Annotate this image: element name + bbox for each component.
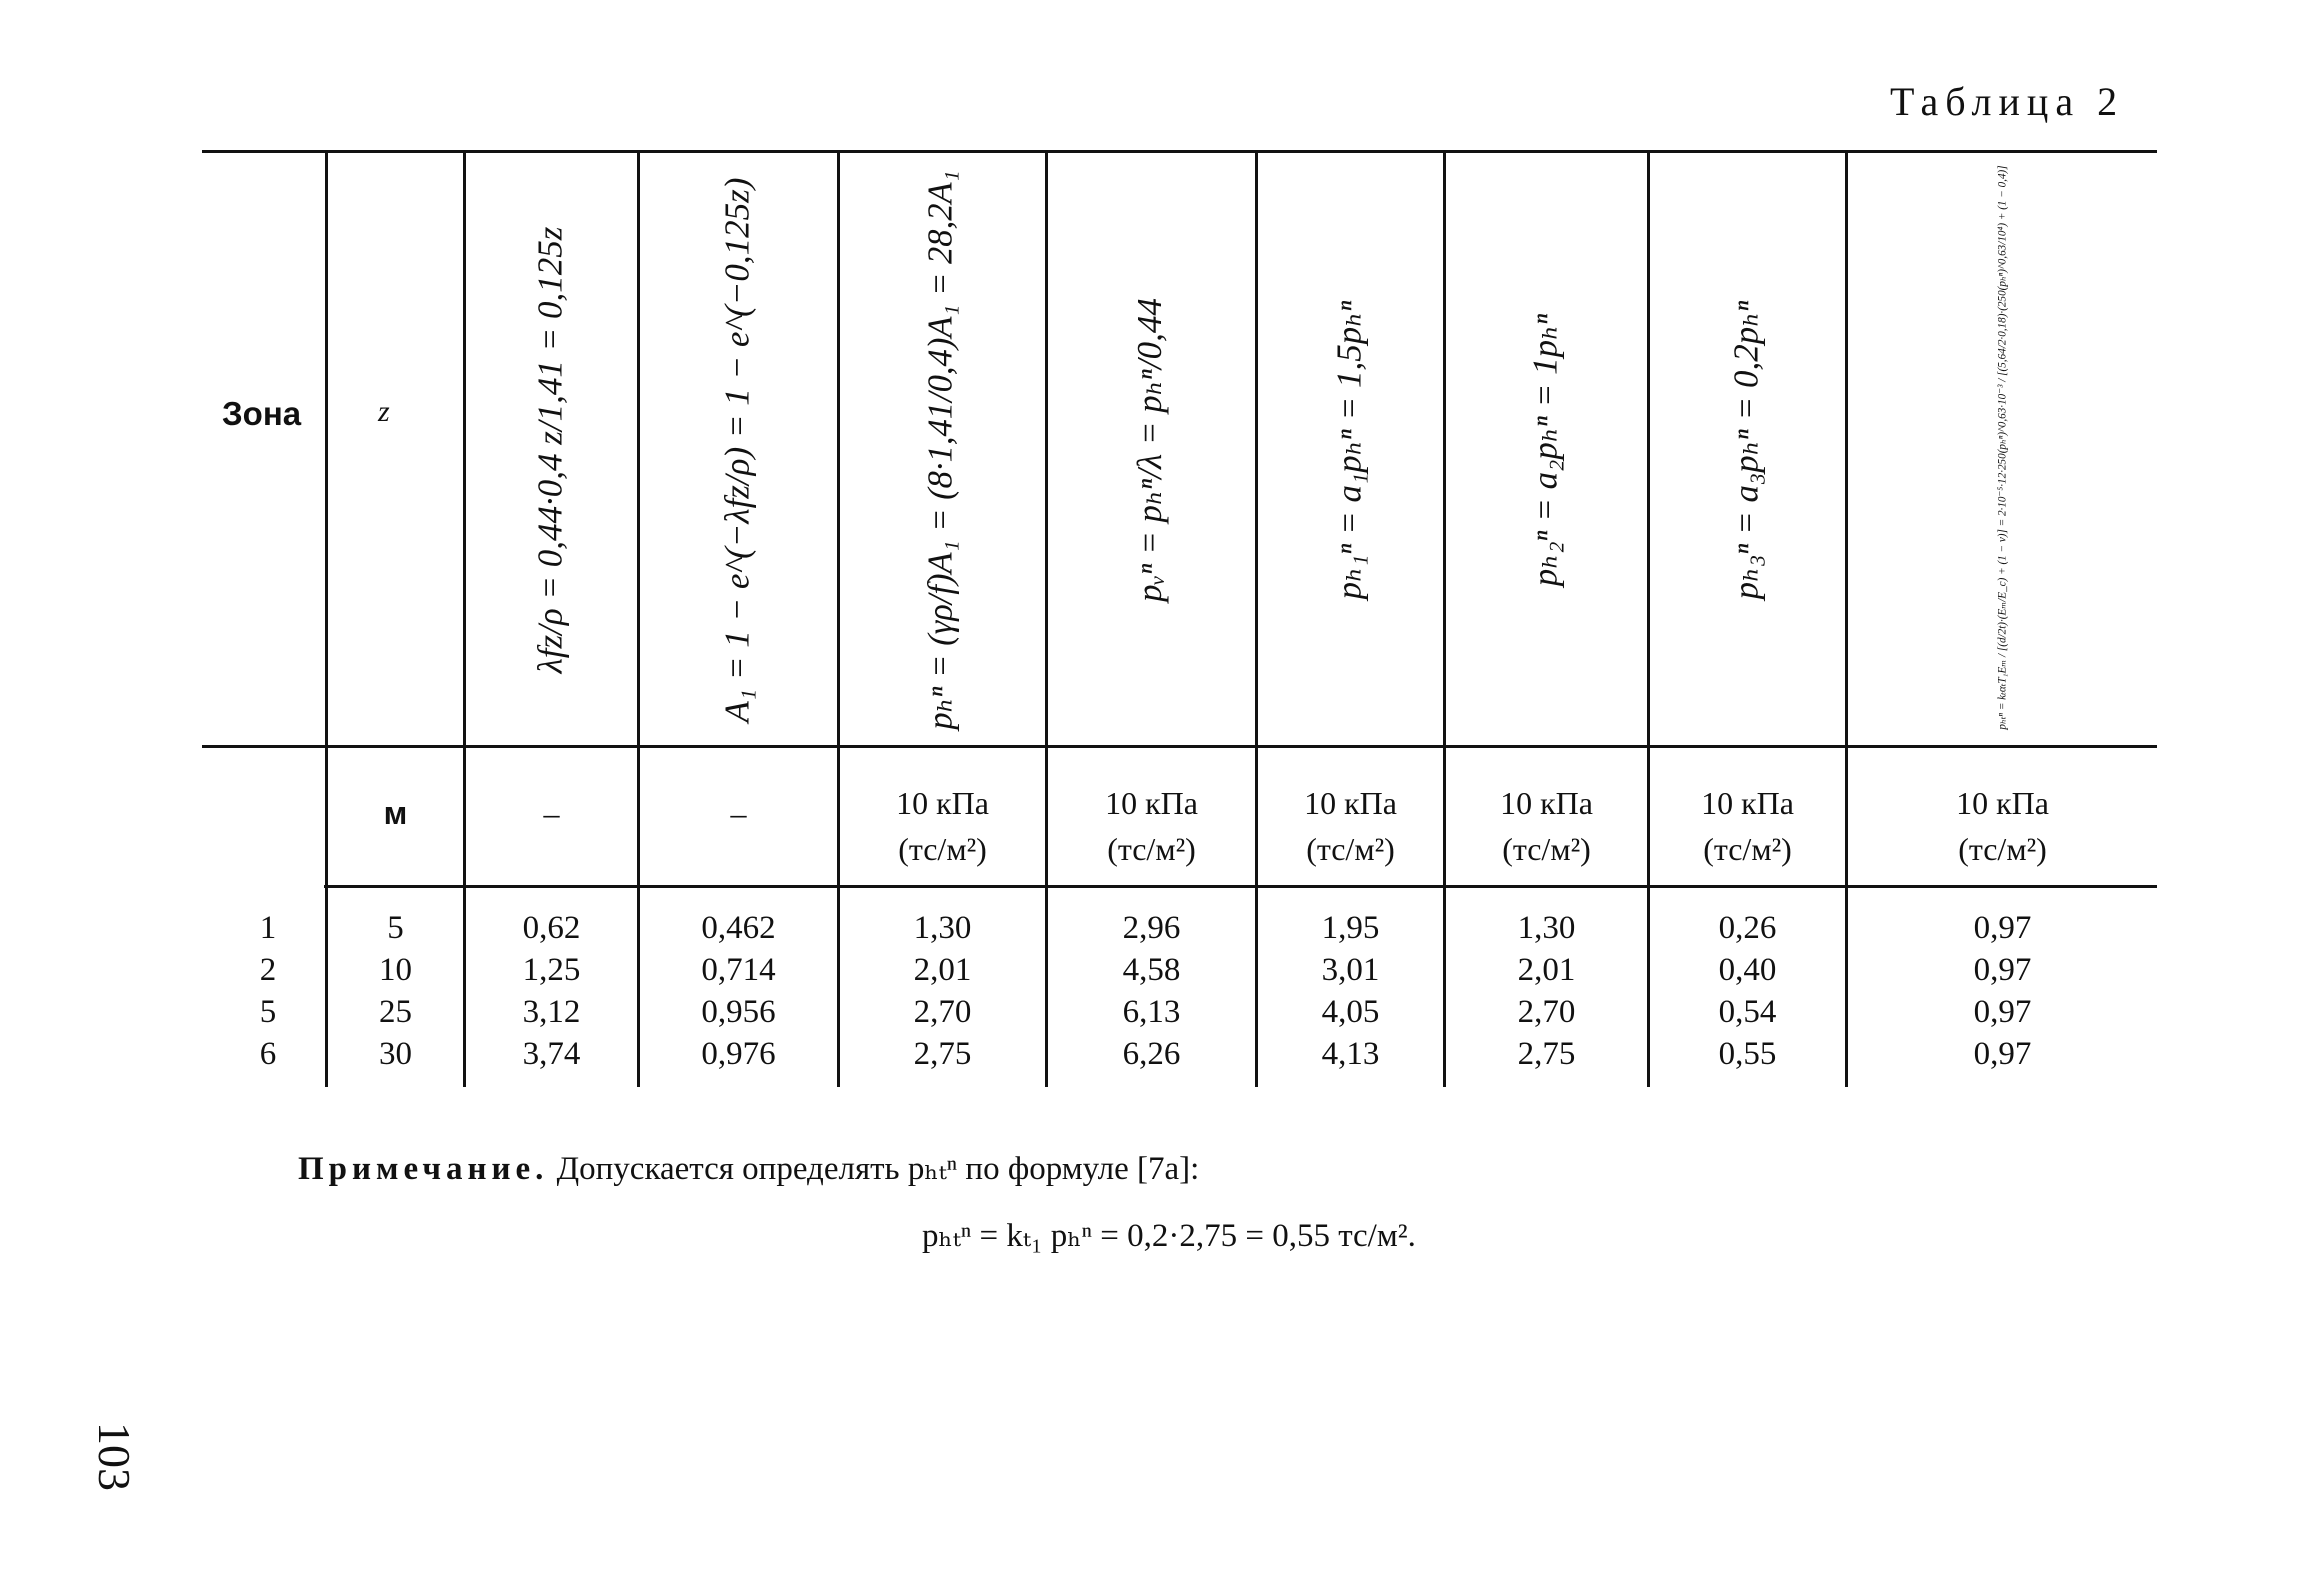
- cell-c1: 1,25: [522, 952, 581, 988]
- header-formula-ph: pₕⁿ = (γρ/f)A₁ = (8·1,41/0,4)A₁ = 28,2A₁: [922, 170, 960, 730]
- table-top-rule: [202, 150, 2157, 153]
- cell-c8: 0,97: [1973, 994, 2032, 1030]
- note-formula: pₕₜⁿ = kₜ₁ pₕⁿ = 0,2·2,75 = 0,55 тс/м².: [922, 1218, 1416, 1254]
- cell-c1: 3,74: [522, 1036, 581, 1072]
- cell-c4: 6,26: [1122, 1036, 1181, 1072]
- cell-c4: 2,96: [1122, 910, 1181, 946]
- cell-z: 25: [379, 994, 412, 1030]
- cell-c6: 2,70: [1517, 994, 1576, 1030]
- cell-c1: 0,62: [522, 910, 581, 946]
- cell-z: 30: [379, 1036, 412, 1072]
- table-title: Таблица 2: [1890, 79, 2125, 124]
- unit-c3: 10 кПа (тс/м²): [896, 785, 989, 867]
- cell-c7: 0,55: [1718, 1036, 1777, 1072]
- cell-c7: 0,40: [1718, 952, 1777, 988]
- cell-c6: 1,30: [1517, 910, 1576, 946]
- cell-c5: 4,05: [1321, 994, 1380, 1030]
- cell-c5: 3,01: [1321, 952, 1380, 988]
- header-formula-ph3: pₕ₃ⁿ = a₃pₕⁿ = 0,2pₕⁿ: [1726, 300, 1766, 600]
- cell-c7: 0,26: [1718, 910, 1777, 946]
- header-z: z: [378, 395, 390, 428]
- cell-zone: 2: [259, 952, 277, 988]
- unit-c4: 10 кПа (тс/м²): [1105, 785, 1198, 867]
- cell-c5: 4,13: [1321, 1036, 1380, 1072]
- unit-z: м: [383, 795, 408, 831]
- unit-c7: 10 кПа (тс/м²): [1701, 785, 1794, 867]
- cell-zone: 1: [259, 910, 277, 946]
- cell-c4: 6,13: [1122, 994, 1181, 1030]
- header-formula-pv: pᵥⁿ = pₕⁿ/λ = pₕⁿ/0,44: [1130, 298, 1169, 602]
- unit-c8: 10 кПа (тс/м²): [1956, 785, 2049, 867]
- header-bottom-rule: [202, 745, 2157, 748]
- unit-c6: 10 кПа (тс/м²): [1500, 785, 1593, 867]
- note-text: Допускается определять pₕₜⁿ по формуле [7а]:: [556, 1151, 1200, 1187]
- header-formula-lambda: λfz/ρ = 0,44·0,4 z/1,41 = 0,125z: [530, 226, 570, 674]
- cell-c7: 0,54: [1718, 994, 1777, 1030]
- note: [298, 1148, 1199, 1188]
- units-bottom-rule: [324, 885, 2157, 888]
- header-formula-a1: A₁ = 1 − e^(−λfz/ρ) = 1 − e^(−0,125z): [717, 177, 757, 723]
- header-formula-ph1: pₕ₁ⁿ = a₁pₕⁿ = 1,5pₕⁿ: [1329, 300, 1369, 600]
- cell-c2: 0,956: [701, 994, 776, 1030]
- cell-c2: 0,714: [701, 952, 776, 988]
- note-label: Примечание.: [298, 1151, 549, 1187]
- unit-c2: –: [730, 795, 747, 831]
- cell-c6: 2,75: [1517, 1036, 1576, 1072]
- cell-c3: 2,01: [913, 952, 972, 988]
- cell-z: 10: [379, 952, 412, 988]
- cell-c8: 0,97: [1973, 1036, 2032, 1072]
- cell-c3: 2,70: [913, 994, 972, 1030]
- cell-c6: 2,01: [1517, 952, 1576, 988]
- unit-c1: –: [543, 795, 560, 831]
- cell-c5: 1,95: [1321, 910, 1380, 946]
- header-formula-ph2: pₕ₂ⁿ = a₂pₕⁿ = 1pₕⁿ: [1525, 313, 1565, 587]
- header-zona: Зона: [222, 395, 302, 432]
- cell-c8: 0,97: [1973, 910, 2032, 946]
- cell-c4: 4,58: [1122, 952, 1181, 988]
- header-formula-pht: pₕₜⁿ = kₜαₜT₁Eₘ / [(d/2t)·(Eₘ/E_c) + (1 − ν)] = 2·10⁻⁵·12·250(pₕⁿ)^0,63·10⁻³ / [(5,64/2·0,18)·(250(pₕⁿ)^0,63/10⁴) + (1 − 0,4)]: [1996, 165, 2009, 730]
- cell-c2: 0,462: [701, 910, 776, 946]
- unit-c5: 10 кПа (тс/м²): [1304, 785, 1397, 867]
- cell-zone: 5: [259, 994, 277, 1030]
- cell-c3: 1,30: [913, 910, 972, 946]
- cell-c8: 0,97: [1973, 952, 2032, 988]
- cell-z: 5: [387, 910, 404, 946]
- cell-c1: 3,12: [522, 994, 581, 1030]
- cell-c2: 0,976: [701, 1036, 776, 1072]
- page-number: 103: [89, 1422, 140, 1491]
- cell-zone: 6: [259, 1036, 277, 1072]
- cell-c3: 2,75: [913, 1036, 972, 1072]
